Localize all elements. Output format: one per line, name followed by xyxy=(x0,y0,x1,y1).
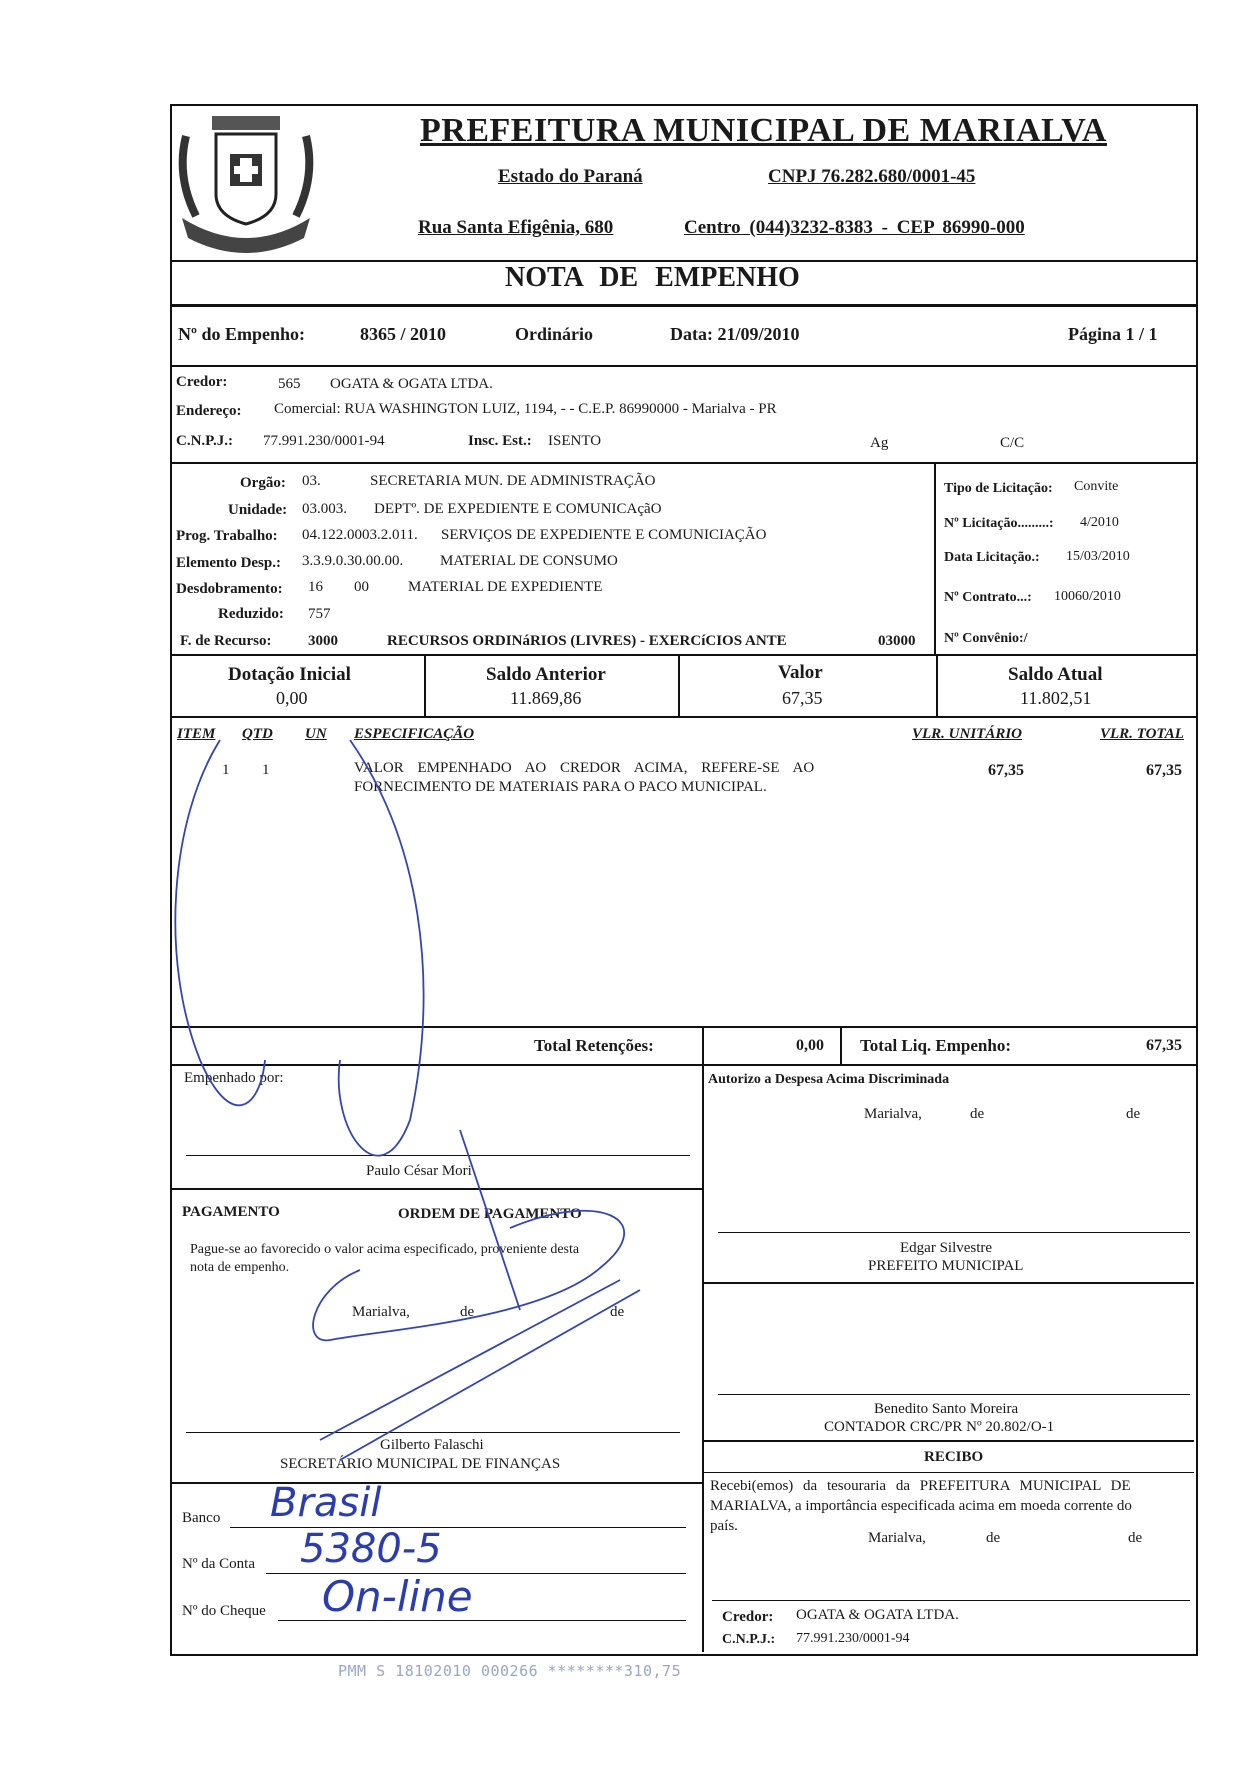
desdobramento-a: 16 xyxy=(308,579,323,595)
total-retencoes-value: 0,00 xyxy=(796,1037,824,1054)
contador-name: Benedito Santo Moreira xyxy=(874,1401,1019,1417)
item-desc-line2: FORNECIMENTO DE MATERIAIS PARA O PACO MUNICIPAL. xyxy=(354,779,767,795)
empenhado-name: Paulo César Mori xyxy=(366,1163,472,1179)
desdobramento-value: MATERIAL DE EXPEDIENTE xyxy=(408,579,603,595)
cnpj-value: 77.991.230/0001-94 xyxy=(263,433,385,449)
ordem-marialva: Marialva, xyxy=(352,1304,410,1320)
recibo-cnpj-value: 77.991.230/0001-94 xyxy=(796,1631,910,1646)
prefeito-name: Edgar Silvestre xyxy=(900,1240,993,1256)
total-retencoes-label: Total Retenções: xyxy=(534,1036,654,1055)
recibo-line1: Recebi(emos) da tesouraria da PREFEITURA MUNICIPAL DE xyxy=(710,1478,1131,1494)
valor-label: Valor xyxy=(778,662,823,683)
state-label: Estado do Paraná xyxy=(498,166,643,187)
elemento-value: MATERIAL DE CONSUMO xyxy=(440,553,618,569)
recibo-cnpj-label: C.N.P.J.: xyxy=(722,1632,776,1647)
contador-title: CONTADOR CRC/PR Nº 20.802/O-1 xyxy=(824,1419,1055,1435)
recibo-title: RECIBO xyxy=(924,1449,984,1465)
saldo-anterior-label: Saldo Anterior xyxy=(486,664,606,685)
unidade-code: 03.003. xyxy=(302,501,347,517)
pague-line2: nota de empenho. xyxy=(190,1260,290,1275)
secretario-title: SECRETÁRIO MUNICIPAL DE FINANÇAS xyxy=(280,1456,561,1472)
document-title: NOTA DE EMPENHO xyxy=(505,262,800,293)
item-desc-line1: VALOR EMPENHADO AO CREDOR ACIMA, REFERE-SE AO xyxy=(354,760,815,776)
col-vlr-unitario: VLR. UNITÁRIO xyxy=(912,726,1023,742)
recibo-de2: de xyxy=(1128,1530,1143,1546)
empenho-type: Ordinário xyxy=(515,324,594,344)
machine-stamp: PMM S 18102010 000266 ********310,75 xyxy=(338,1662,682,1680)
tipo-licitacao-label: Tipo de Licitação: xyxy=(944,481,1053,496)
ordem-de2: de xyxy=(610,1304,625,1320)
recibo-marialva: Marialva, xyxy=(868,1530,926,1546)
endereco-label: Endereço: xyxy=(176,403,242,419)
prog-code: 04.122.0003.2.011. xyxy=(302,527,418,543)
reduzido-value: 757 xyxy=(308,606,331,622)
tipo-licitacao-value: Convite xyxy=(1074,479,1119,494)
endereco-value: Comercial: RUA WASHINGTON LUIZ, 1194, - - C.E.P. 86990000 - Marialva - PR xyxy=(274,401,777,417)
cheque-label: Nº do Cheque xyxy=(182,1603,266,1619)
ag-label: Ag xyxy=(870,435,889,451)
saldo-atual-value: 11.802,51 xyxy=(1020,688,1092,708)
orgao-value: SECRETARIA MUN. DE ADMINISTRAÇÃO xyxy=(370,473,656,489)
ordem-pagamento-label: ORDEM DE PAGAMENTO xyxy=(398,1206,582,1222)
item-number: 1 xyxy=(222,762,230,778)
cc-label: C/C xyxy=(1000,435,1025,451)
total-liq-value: 67,35 xyxy=(1146,1037,1182,1054)
address-header: Rua Santa Efigênia, 680 xyxy=(418,217,614,238)
item-unit-value: 67,35 xyxy=(988,762,1024,779)
ordem-de1: de xyxy=(460,1304,475,1320)
empenho-number: 8365 / 2010 xyxy=(360,324,447,344)
conta-handwritten: 5380-5 xyxy=(300,1526,442,1572)
col-item: ITEM xyxy=(177,726,216,742)
cnpj-label: C.N.P.J.: xyxy=(176,433,233,449)
data-licitacao-value: 15/03/2010 xyxy=(1066,549,1130,564)
valor-value: 67,35 xyxy=(782,688,823,708)
prog-label: Prog. Trabalho: xyxy=(176,528,278,544)
fonte-end: 03000 xyxy=(878,633,916,649)
col-especificacao: ESPECIFICAÇÃO xyxy=(354,726,475,742)
recibo-line3: país. xyxy=(710,1518,738,1534)
recibo-credor-label: Credor: xyxy=(722,1609,774,1625)
banco-label: Banco xyxy=(182,1510,221,1526)
cnpj-header: CNPJ 76.282.680/0001-45 xyxy=(768,166,976,187)
credor-name: OGATA & OGATA LTDA. xyxy=(330,376,493,392)
col-qtd: QTD xyxy=(242,726,273,742)
item-qtd: 1 xyxy=(262,762,270,778)
unidade-value: DEPTº. DE EXPEDIENTE E COMUNICAçãO xyxy=(374,501,662,517)
page-number: Página 1 / 1 xyxy=(1068,324,1158,344)
recibo-line2: MARIALVA, a importância especificada acima em moeda corrente do xyxy=(710,1498,1132,1514)
elemento-code: 3.3.9.0.30.00.00. xyxy=(302,553,404,569)
prefeito-title: PREFEITO MUNICIPAL xyxy=(868,1258,1024,1274)
banco-handwritten: Brasil xyxy=(270,1480,382,1526)
dotacao-label: Dotação Inicial xyxy=(228,664,351,685)
contact-header: Centro (044)3232-8383 - CEP 86990-000 xyxy=(684,217,1025,238)
contrato-value: 10060/2010 xyxy=(1054,589,1121,604)
conta-label: Nº da Conta xyxy=(182,1556,255,1572)
data-licitacao-label: Data Licitação.: xyxy=(944,550,1040,565)
pague-line1: Pague-se ao favorecido o valor acima especificado, proveniente desta xyxy=(190,1242,580,1257)
elemento-label: Elemento Desp.: xyxy=(176,555,281,571)
orgao-code: 03. xyxy=(302,473,321,489)
recibo-credor-name: OGATA & OGATA LTDA. xyxy=(796,1607,959,1623)
desdobramento-b: 00 xyxy=(354,579,369,595)
num-licitacao-value: 4/2010 xyxy=(1080,515,1119,530)
coat-of-arms-logo xyxy=(172,106,320,256)
convenio-label: Nº Convênio:/ xyxy=(944,631,1028,646)
saldo-anterior-value: 11.869,86 xyxy=(510,688,582,708)
total-liq-label: Total Liq. Empenho: xyxy=(860,1036,1011,1055)
contrato-label: Nº Contrato...: xyxy=(944,590,1032,605)
recibo-de1: de xyxy=(986,1530,1001,1546)
saldo-atual-label: Saldo Atual xyxy=(1008,664,1103,685)
empenhado-label: Empenhado por: xyxy=(184,1070,284,1086)
credor-label: Credor: xyxy=(176,374,228,390)
cheque-handwritten: On-line xyxy=(322,1572,473,1621)
empenho-label: Nº do Empenho: xyxy=(178,324,305,344)
insc-label: Insc. Est.: xyxy=(468,433,532,449)
num-licitacao-label: Nº Licitação.........: xyxy=(944,516,1054,531)
fonte-label: F. de Recurso: xyxy=(180,633,272,649)
credor-code: 565 xyxy=(278,376,301,392)
autorizo-label: Autorizo a Despesa Acima Discriminada xyxy=(708,1072,950,1087)
col-vlr-total: VLR. TOTAL xyxy=(1100,726,1184,742)
secretario-name: Gilberto Falaschi xyxy=(380,1437,484,1453)
municipality-title: PREFEITURA MUNICIPAL DE MARIALVA xyxy=(420,112,1107,149)
insc-value: ISENTO xyxy=(548,433,602,449)
autorizo-marialva: Marialva, xyxy=(864,1106,922,1122)
item-total-value: 67,35 xyxy=(1146,762,1182,779)
desdobramento-label: Desdobramento: xyxy=(176,581,283,597)
autorizo-de1: de xyxy=(970,1106,985,1122)
dotacao-value: 0,00 xyxy=(276,688,308,708)
col-un: UN xyxy=(305,726,327,742)
pagamento-label: PAGAMENTO xyxy=(182,1204,280,1220)
autorizo-de2: de xyxy=(1126,1106,1141,1122)
prog-value: SERVIÇOS DE EXPEDIENTE E COMUNICIAÇÃO xyxy=(441,527,767,543)
reduzido-label: Reduzido: xyxy=(218,606,284,622)
empenho-date: Data: 21/09/2010 xyxy=(670,324,800,344)
fonte-code: 3000 xyxy=(308,633,338,649)
orgao-label: Orgão: xyxy=(240,475,286,491)
unidade-label: Unidade: xyxy=(228,502,288,518)
fonte-value: RECURSOS ORDINáRIOS (LIVRES) - EXERCíCIOS ANTE xyxy=(387,633,787,649)
